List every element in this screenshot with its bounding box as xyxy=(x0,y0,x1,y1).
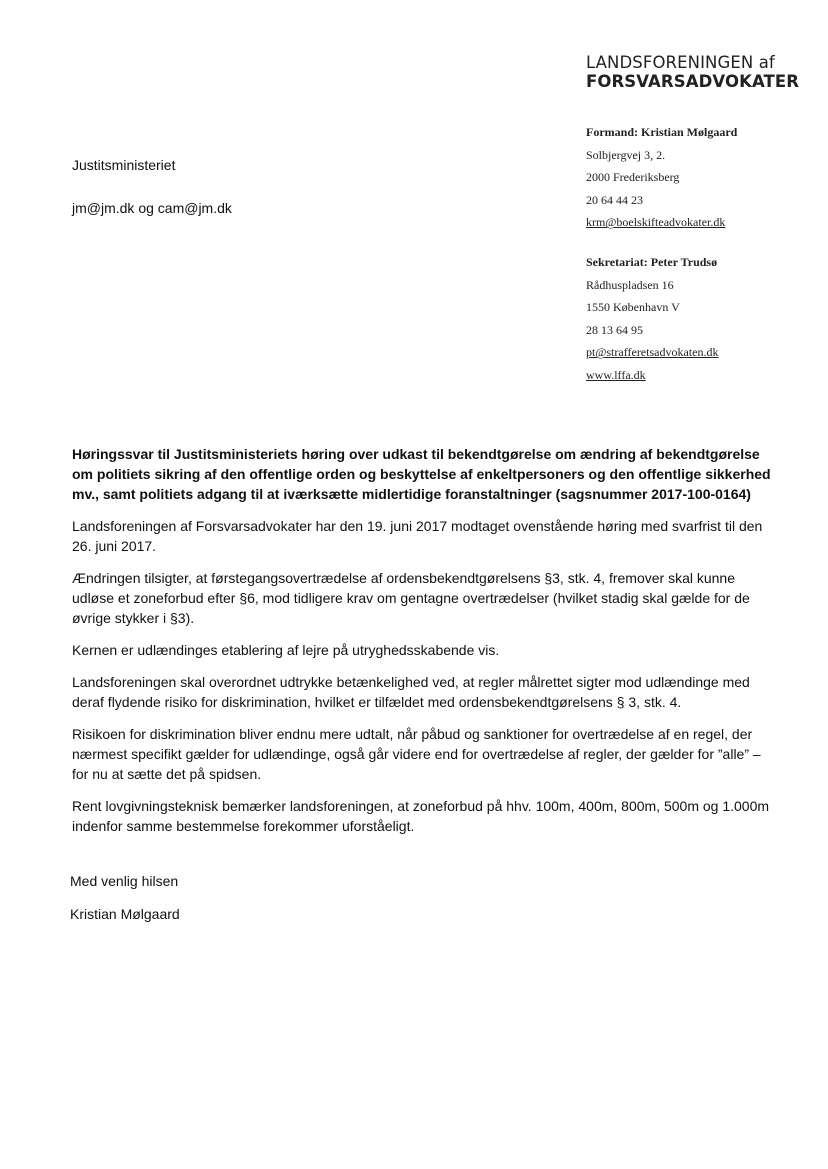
chair-phone: 20 64 44 23 xyxy=(586,192,643,207)
chair-address-city: 2000 Frederiksberg xyxy=(586,170,680,185)
organization-logo xyxy=(586,54,818,91)
paragraph-2: Ændringen tilsigter, at førstegangsovertrædelse af ordensbekendtgørelsens §3, stk. 4, fremover skal kunne udløse et zoneforbud efter §6, mod tidligere krav om gentagne overtrædelser (hvilket stadig skal gælde for de øvrige stykker i §3). xyxy=(72,570,750,626)
recipient-emails: jm@jm.dk og cam@jm.dk xyxy=(72,200,232,216)
secretariat-address-city: 1550 København V xyxy=(586,300,680,315)
secretariat-contact-block xyxy=(586,251,718,387)
chair-contact-block xyxy=(586,121,737,234)
secretariat-address-street: Rådhuspladsen 16 xyxy=(586,277,674,292)
secretariat-phone: 28 13 64 95 xyxy=(586,322,643,337)
secretariat-email-link[interactable]: pt@strafferetsadvokaten.dk xyxy=(586,345,719,360)
paragraph-6: Rent lovgivningsteknisk bemærker landsforeningen, at zoneforbud på hhv. 100m, 400m, 800m, 500m og 1.000m indenfor samme bestemmelse forekommer uforståeligt. xyxy=(72,798,770,834)
chair-heading: Formand: Kristian Mølgaard xyxy=(586,125,738,139)
logo-line-1: LANDSFORENINGEN af xyxy=(586,53,775,72)
paragraph-3: Kernen er udlændinges etablering af lejre på utryghedsskabende vis. xyxy=(72,642,500,658)
paragraph-5: Risikoen for diskrimination bliver endnu mere udtalt, når påbud og sanktioner for overtrædelse af en regel, der nærmest specifikt gælder for udlændinge, også går videre end for overtrædelse af regler, der gælder for ”alle” – for nu at sætte det på spidsen. xyxy=(72,726,761,782)
closing-phrase: Med venlig hilsen xyxy=(70,873,179,889)
chair-address-street: Solbjergvej 3, 2. xyxy=(586,147,666,162)
signature-name: Kristian Mølgaard xyxy=(70,906,180,922)
logo-line-2: FORSVARSADVOKATER xyxy=(586,72,800,91)
paragraph-1: Landsforeningen af Forsvarsadvokater har den 19. juni 2017 modtaget ovenstående høring med svarfrist til den 26. juni 2017. xyxy=(72,518,763,554)
letter-subject: Høringssvar til Justitsministeriets høring over udkast til bekendtgørelse om ændring af bekendtgørelse om politiets sikring af den offentlige orden og beskyttelse af enkeltpersoners og den offentlige sikkerhed mv., samt politiets adgang til at iværksætte midlertidige foranstaltninger (sagsnummer 2017-100-0164) xyxy=(72,446,771,502)
chair-email-link[interactable]: krm@boelskifteadvokater.dk xyxy=(586,215,726,230)
website-link[interactable]: www.lffa.dk xyxy=(586,367,646,382)
paragraph-4: Landsforeningen skal overordnet udtrykke betænkelighed ved, at regler målrettet sigter mod udlændinge med deraf flydende risiko for diskrimination, hvilket er tilfældet med ordensbekendtgørelsens § 3, stk. 4. xyxy=(72,674,750,710)
letter-body xyxy=(72,444,772,848)
recipient-name: Justitsministeriet xyxy=(72,157,176,173)
secretariat-heading: Sekretariat: Peter Trudsø xyxy=(586,255,718,269)
